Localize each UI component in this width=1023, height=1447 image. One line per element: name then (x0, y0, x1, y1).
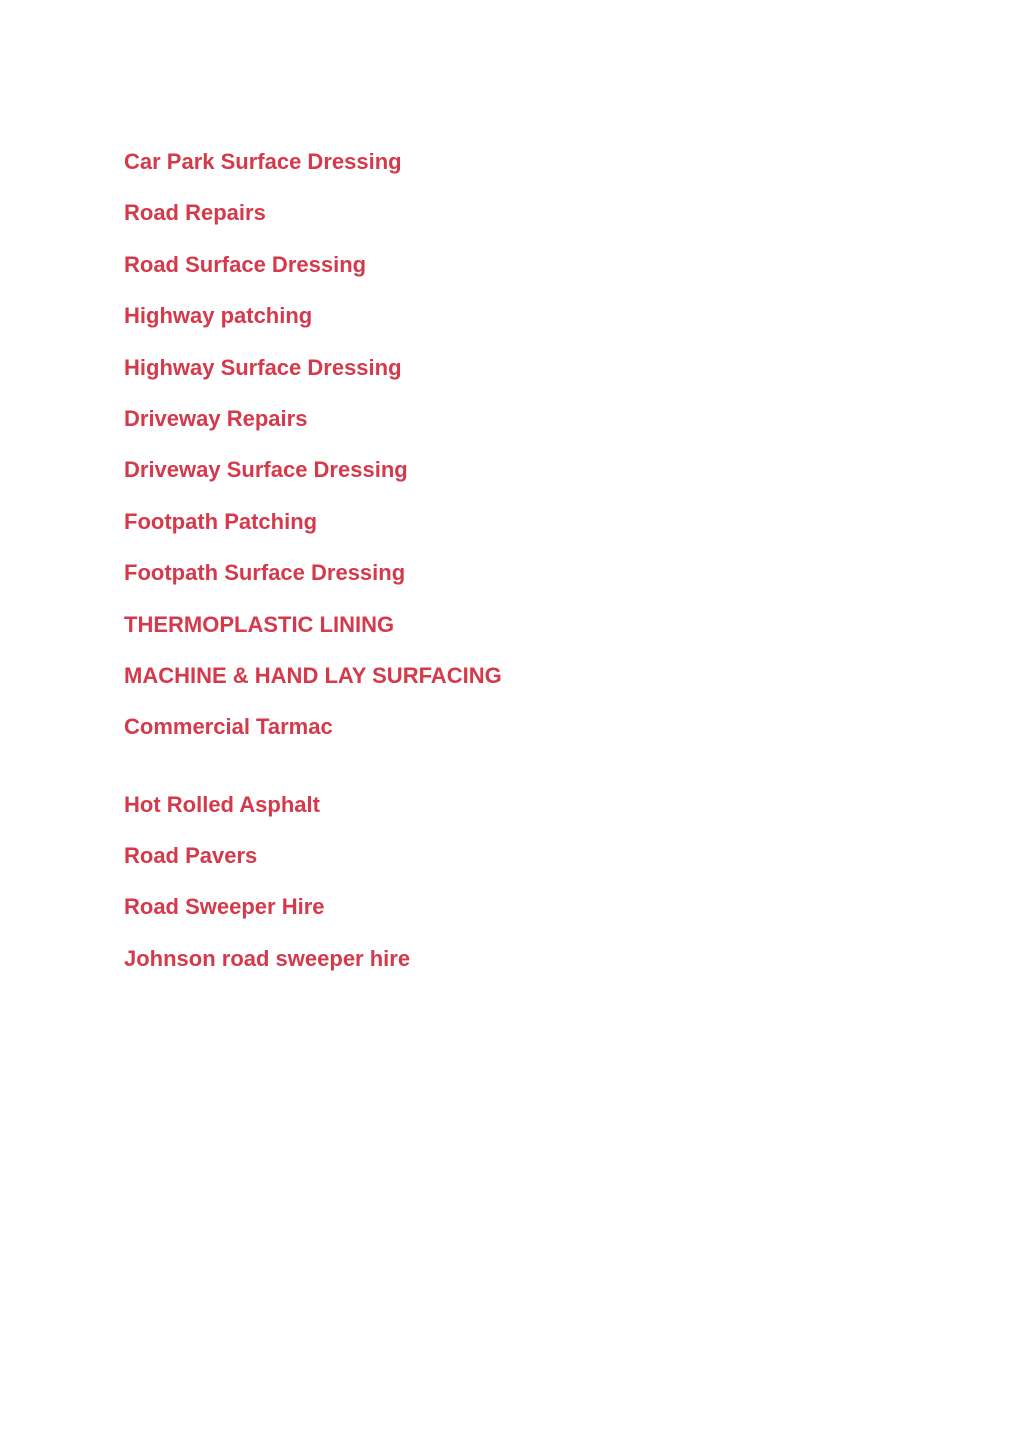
list-item (124, 558, 502, 609)
list-item (124, 944, 502, 995)
list-item (124, 712, 502, 789)
link-highway-surface-dressing[interactable]: Highway Surface Dressing (124, 354, 402, 380)
link-road-sweeper-hire[interactable]: Road Sweeper Hire (124, 894, 325, 920)
link-footpath-surface-dressing[interactable]: Footpath Surface Dressing (124, 560, 406, 586)
service-link-list (124, 147, 502, 995)
list-item (124, 610, 502, 661)
list-item (124, 404, 502, 455)
list-item (124, 841, 502, 892)
list-item (124, 198, 502, 249)
link-driveway-surface-dressing[interactable]: Driveway Surface Dressing (124, 457, 408, 483)
link-road-repairs[interactable]: Road Repairs (124, 200, 266, 226)
list-item (124, 301, 502, 352)
link-highway-patching[interactable]: Highway patching (124, 303, 313, 329)
link-hot-rolled-asphalt[interactable]: Hot Rolled Asphalt (124, 791, 320, 817)
link-car-park-surface-dressing[interactable]: Car Park Surface Dressing (124, 149, 402, 174)
list-item (124, 661, 502, 712)
list-item (124, 147, 502, 198)
list-item (124, 507, 502, 558)
link-road-pavers[interactable]: Road Pavers (124, 843, 258, 869)
link-road-surface-dressing[interactable]: Road Surface Dressing (124, 251, 367, 277)
list-item (124, 892, 502, 943)
list-item (124, 353, 502, 404)
link-footpath-patching[interactable]: Footpath Patching (124, 508, 318, 534)
link-machine-hand-lay-surfacing[interactable]: MACHINE & HAND LAY SURFACING (124, 662, 502, 688)
link-thermoplastic-lining[interactable]: THERMOPLASTIC LINING (124, 611, 395, 637)
list-item (124, 790, 502, 841)
link-driveway-repairs[interactable]: Driveway Repairs (124, 405, 308, 431)
list-item (124, 250, 502, 301)
link-johnson-road-sweeper-hire[interactable]: Johnson road sweeper hire (124, 945, 411, 971)
list-item (124, 455, 502, 506)
link-commercial-tarmac[interactable]: Commercial Tarmac (124, 714, 333, 740)
